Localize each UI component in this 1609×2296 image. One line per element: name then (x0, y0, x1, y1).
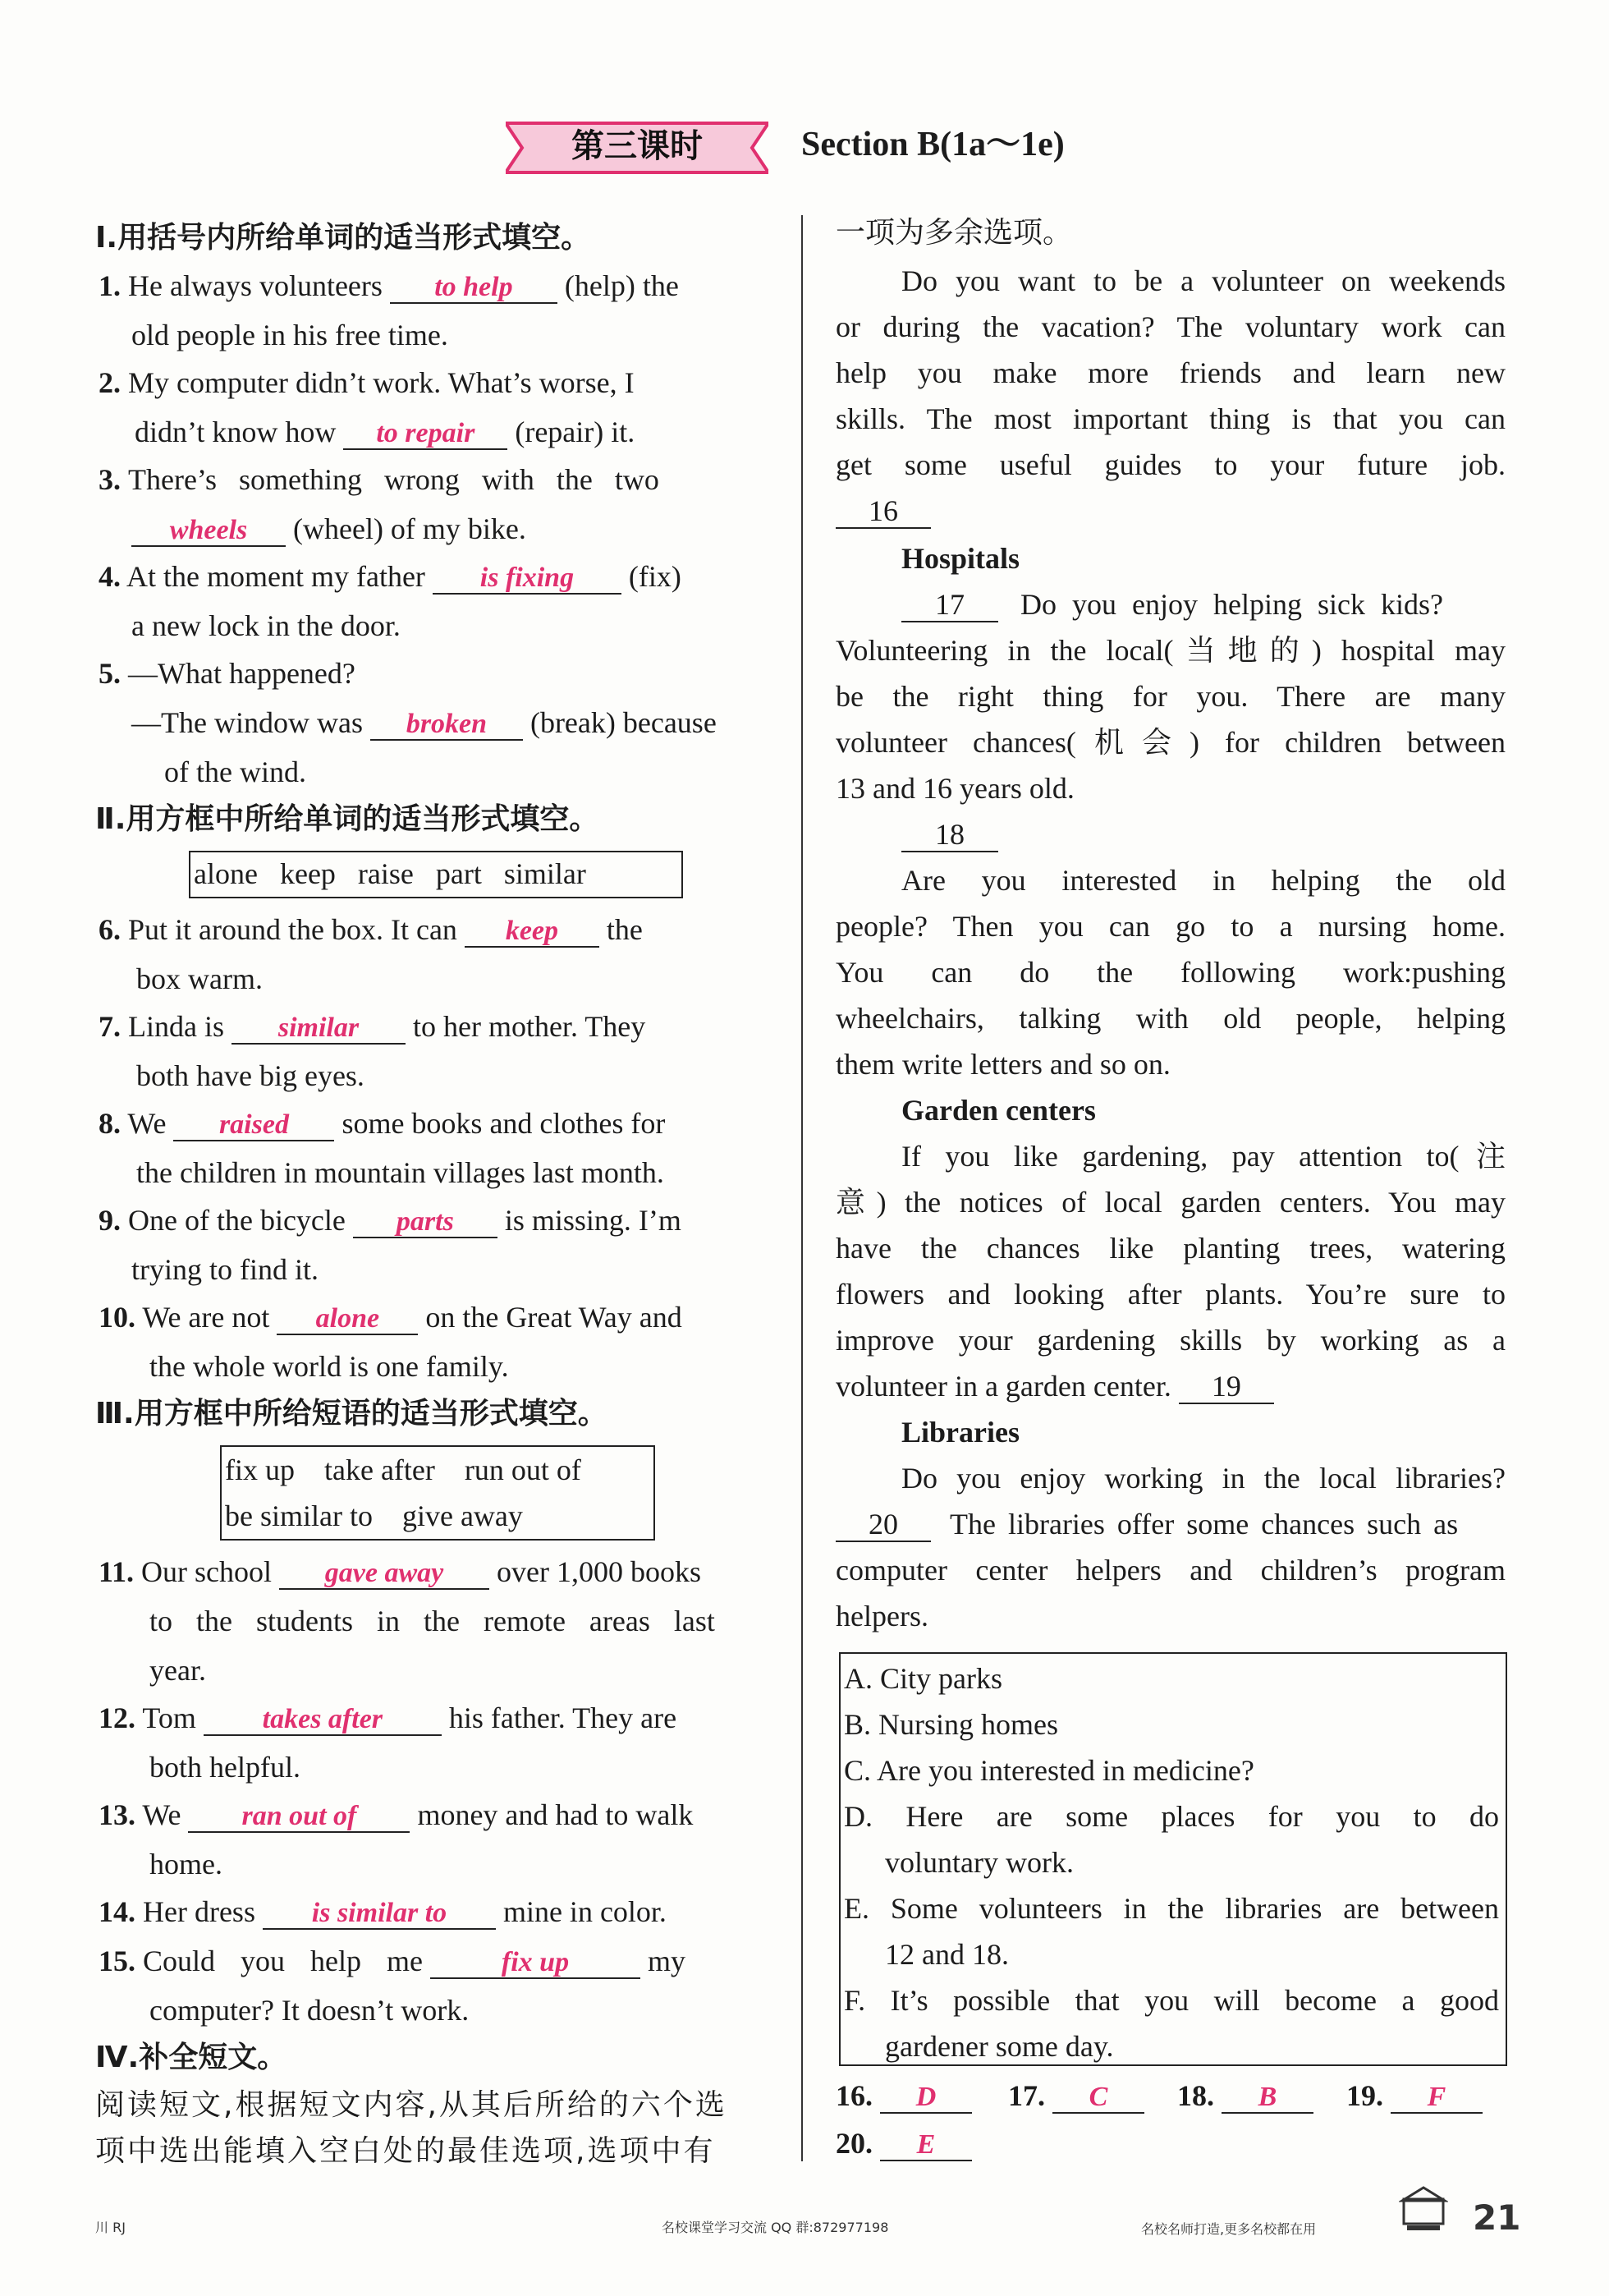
answer-14[interactable]: is similar to (311, 1898, 447, 1928)
answer-9[interactable]: parts (396, 1206, 454, 1237)
passage-p5-line3: computer center helpers and children’s program (836, 1554, 1506, 1587)
passage-p2-line2: be the right thing for you. There are many (836, 680, 1506, 713)
answer-11[interactable]: gave away (324, 1558, 444, 1588)
answer-row-5: 20. E (836, 2127, 972, 2161)
question-1: 1. He always volunteers to help (help) the (99, 269, 679, 302)
option-d-cont: voluntary work. (885, 1846, 1074, 1879)
heading-libraries: Libraries (901, 1416, 1020, 1449)
footer-qq-group: 名校课堂学习交流 QQ 群:872977198 (662, 2220, 889, 2235)
passage-p4-line1: If you like gardening, pay attention to(注 (901, 1140, 1506, 1173)
page-number: 21 (1473, 2197, 1521, 2238)
answer-5[interactable]: broken (406, 709, 488, 739)
answer-1[interactable]: to help (434, 272, 513, 302)
answer-12[interactable]: takes after (262, 1704, 383, 1734)
part3-title: Ⅲ.用方框中所给短语的适当形式填空。 (95, 1397, 607, 1430)
question-8: 8. We raised some books and clothes for (99, 1107, 666, 1140)
question-9: 9. One of the bicycle parts is missing. I’m (99, 1204, 681, 1237)
passage-p3-line5: them write letters and so on. (836, 1048, 1171, 1081)
blank-17[interactable]: 17 (901, 588, 998, 622)
question-12: 12. Tom takes after his father. They are (99, 1701, 677, 1734)
passage-p4-line3: have the chances like planting trees, watering (836, 1232, 1506, 1265)
question-12-cont: both helpful. (149, 1751, 300, 1784)
part4-instructions-2: 项中选出能填入空白处的最佳选项,选项中有 (95, 2134, 716, 2168)
part4-title: Ⅳ.补全短文。 (95, 2041, 287, 2074)
passage-p2-line4: 13 and 16 years old. (836, 772, 1075, 805)
question-9-cont: trying to find it. (131, 1253, 319, 1286)
option-e: E. Some volunteers in the libraries are between (844, 1892, 1499, 1925)
question-15: 15. Could you help me fix up my (99, 1945, 685, 1977)
passage-p1-line4: skills. The most important thing is that you can (836, 402, 1506, 435)
answer-20[interactable]: E (916, 2129, 936, 2160)
question-5: 5. —What happened? (99, 657, 355, 690)
blank-20[interactable]: 20 (836, 1508, 931, 1542)
column-divider (801, 215, 803, 2161)
option-b: B. Nursing homes (844, 1708, 1058, 1741)
option-c: C. Are you interested in medicine? (844, 1754, 1254, 1787)
question-7: 7. Linda is similar to her mother. They (99, 1010, 646, 1043)
passage-p4-line5: improve your gardening skills by working as a (836, 1324, 1506, 1357)
answer-13[interactable]: ran out of (241, 1801, 357, 1831)
answer-6[interactable]: keep (505, 916, 559, 946)
question-13-cont: home. (149, 1848, 222, 1880)
option-d: D. Here are some places for you to do (844, 1800, 1499, 1833)
passage-p1-line2: or during the vacation? The voluntary work can (836, 310, 1506, 343)
passage-p2-line3: volunteer chances(机会) for children between (836, 726, 1506, 759)
passage-p3-line4: wheelchairs, talking with old people, helping (836, 1002, 1506, 1035)
question-3-cont: wheels (wheel) of my bike. (131, 512, 526, 547)
part4-instructions-1: 阅读短文,根据短文内容,从其后所给的六个选 (95, 2088, 727, 2122)
passage-p4-line4: flowers and looking after plants. You’re sure to (836, 1278, 1506, 1311)
blank-16[interactable]: 16 (836, 494, 931, 529)
question-5-cont2: of the wind. (164, 755, 306, 788)
blank-17-line: 17 Do you enjoy helping sick kids? (901, 588, 1506, 622)
lesson-badge: 第三课时 (571, 127, 703, 165)
passage-p3-line2: people? Then you can go to a nursing home. (836, 910, 1506, 943)
answer-19[interactable]: F (1427, 2082, 1446, 2112)
question-1-cont: old people in his free time. (131, 319, 448, 351)
part1-title: Ⅰ.用括号内所给单词的适当形式填空。 (95, 221, 591, 255)
answer-4[interactable]: is fixing (479, 563, 575, 593)
option-f-cont: gardener some day. (885, 2030, 1114, 2063)
question-4: 4. At the moment my father is fixing (fix) (99, 560, 681, 593)
answer-row-2: 17. C (1008, 2079, 1144, 2114)
blank-18[interactable]: 18 (901, 818, 998, 852)
passage-p3-line3: You can do the following work:pushing (836, 956, 1506, 989)
question-6: 6. Put it around the box. It can keep the (99, 913, 643, 946)
word-box-1: alone keep raise part similar (189, 851, 683, 898)
question-10-cont: the whole world is one family. (149, 1350, 509, 1383)
passage-p2-line1: Volunteering in the local(当地的) hospital may (836, 634, 1506, 667)
option-e-cont: 12 and 18. (885, 1938, 1009, 1971)
question-14: 14. Her dress is similar to mine in color. (99, 1895, 667, 1928)
question-11: 11. Our school gave away over 1,000 books (99, 1555, 701, 1588)
option-f: F. It’s possible that you will become a good (844, 1984, 1499, 2017)
section-title: Section B(1a～1e) (801, 126, 1065, 163)
part2-title: Ⅱ.用方框中所给单词的适当形式填空。 (95, 802, 599, 836)
question-10: 10. We are not alone on the Great Way and (99, 1301, 682, 1334)
passage-p5-line2: 20 The libraries offer some chances such as (836, 1508, 1506, 1542)
answer-row-3: 18. B (1177, 2079, 1313, 2114)
question-2: 2. My computer didn’t work. What’s worse, I (99, 366, 635, 399)
heading-hospitals: Hospitals (901, 542, 1020, 575)
passage-p3-line1: Are you interested in helping the old (901, 864, 1506, 897)
answer-17[interactable]: C (1089, 2082, 1108, 2112)
question-5-cont: —The window was broken (break) because (131, 706, 717, 739)
part4-instructions-3: 一项为多余选项。 (836, 216, 1073, 250)
passage-p5-line4: helpers. (836, 1600, 928, 1632)
question-11-cont: to the students in the remote areas last (149, 1605, 715, 1637)
heading-garden-centers: Garden centers (901, 1094, 1096, 1127)
passage-p1-line5: get some useful guides to your future job. (836, 448, 1506, 481)
answer-18[interactable]: B (1258, 2082, 1277, 2112)
question-8-cont: the children in mountain villages last month. (136, 1156, 664, 1189)
options-box (839, 1652, 1507, 2066)
question-2-cont: didn’t know how to repair (repair) it. (135, 416, 635, 448)
option-a: A. City parks (844, 1662, 1002, 1695)
footer-edition: 川 RJ (95, 2220, 126, 2235)
blank-19[interactable]: 19 (1179, 1370, 1274, 1404)
answer-15[interactable]: fix up (501, 1947, 570, 1977)
answer-3[interactable]: wheels (169, 515, 248, 545)
question-4-cont: a new lock in the door. (131, 609, 401, 642)
question-3: 3. There’s something wrong with the two (99, 463, 659, 496)
answer-10[interactable]: alone (315, 1303, 380, 1334)
answer-16[interactable]: D (915, 2082, 937, 2112)
answer-7[interactable]: similar (277, 1013, 360, 1043)
answer-row-4: 19. F (1346, 2079, 1483, 2114)
publisher-logo-icon (1399, 2184, 1448, 2234)
passage-p1-line1: Do you want to be a volunteer on weekends (901, 264, 1506, 297)
question-13: 13. We ran out of money and had to walk (99, 1798, 694, 1831)
passage-p1-line3: help you make more friends and learn new (836, 356, 1506, 389)
answer-8[interactable]: raised (218, 1109, 289, 1140)
question-11-cont2: year. (149, 1654, 206, 1687)
question-15-cont: computer? It doesn’t work. (149, 1994, 470, 2027)
answer-row-1: 16. D (836, 2079, 972, 2114)
footer-slogan: 名校名师打造,更多名校都在用 (1141, 2221, 1317, 2237)
passage-p4-line6: volunteer in a garden center. 19 (836, 1370, 1274, 1404)
passage-p5-line1: Do you enjoy working in the local libraries? (901, 1462, 1506, 1495)
passage-p4-line2: 意) the notices of local garden centers. You may (836, 1186, 1506, 1219)
question-7-cont: both have big eyes. (136, 1059, 364, 1092)
phrase-box: fix up take after run out of be similar to give away (220, 1445, 655, 1541)
answer-2[interactable]: to repair (376, 418, 475, 448)
question-6-cont: box warm. (136, 962, 263, 995)
